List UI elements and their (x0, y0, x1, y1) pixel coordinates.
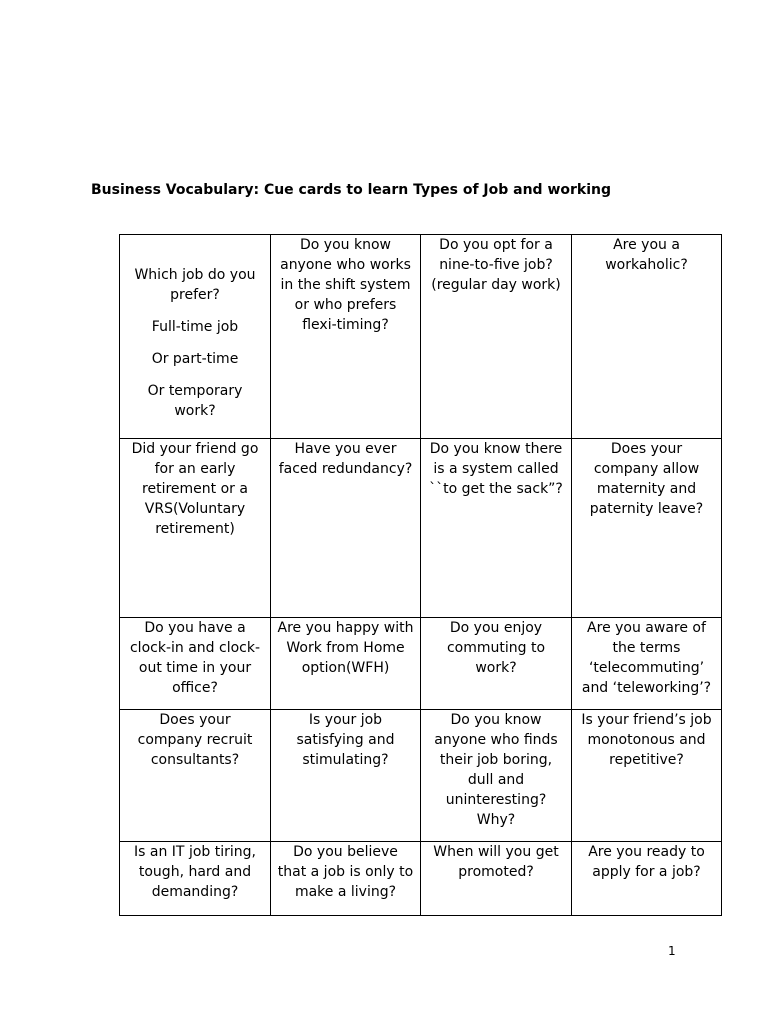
cue-card-option: Full-time job (151, 319, 239, 335)
table-row (120, 235, 722, 439)
cue-card (120, 618, 271, 710)
cue-card (120, 439, 271, 618)
cue-card-text: Do you opt for a nine-to-five job? (regular day work) (431, 237, 561, 293)
cue-card-text: Do you know there is a system called ``to get the sack”? (429, 441, 563, 497)
cue-card-text: Are you aware of the terms ‘telecommuting’ and ‘teleworking’? (581, 620, 712, 696)
cue-card-text: Does your company allow maternity and paternity leave? (589, 441, 704, 517)
cue-card-text: Do you have a clock-in and clock-out time in your office? (129, 620, 261, 696)
cue-card-text: Does your company recruit consultants? (137, 712, 253, 768)
cue-card-text: Are you a workaholic? (605, 237, 688, 273)
cue-card-option: Or temporary work? (147, 383, 243, 419)
cue-card-text: Is your job satisfying and stimulating? (296, 712, 395, 768)
cue-card-text: Are you happy with Work from Home option(WFH) (277, 620, 414, 676)
cue-card (421, 235, 572, 439)
document-title: Business Vocabulary: Cue cards to learn Types of Job and working (91, 182, 612, 198)
cue-card-text: Which job do you prefer? (134, 267, 256, 303)
cue-card (421, 618, 572, 710)
cue-card (421, 710, 572, 842)
cue-card (572, 235, 722, 439)
cue-card-text: Is your friend’s job monotonous and repetitive? (581, 712, 712, 768)
cue-card-text: Is an IT job tiring, tough, hard and demanding? (134, 844, 256, 900)
cue-card (271, 710, 421, 842)
cue-card (572, 842, 722, 916)
cue-card (421, 842, 572, 916)
cue-card-text: Do you enjoy commuting to work? (446, 620, 546, 676)
cue-card-text: Do you know anyone who works in the shift system or who prefers flexi-timing? (280, 237, 411, 333)
cue-card (271, 235, 421, 439)
cue-card-text: When will you get promoted? (433, 844, 559, 880)
page-number: 1 (668, 944, 676, 958)
cue-card (572, 618, 722, 710)
cue-card-text: Do you know anyone who finds their job boring, dull and uninteresting? Why? (434, 712, 558, 828)
cue-card (421, 439, 572, 618)
cue-card-text: Have you ever faced redundancy? (278, 441, 413, 477)
cue-card-option: Or part-time (151, 351, 239, 367)
table-row (120, 618, 722, 710)
cue-card (572, 710, 722, 842)
table-row (120, 710, 722, 842)
cue-card (120, 710, 271, 842)
cue-card (120, 235, 271, 439)
cue-card-text: Do you believe that a job is only to make a living? (277, 844, 414, 900)
cue-card (120, 842, 271, 916)
cue-card-text: Did your friend go for an early retirement or a VRS(Voluntary retirement) (131, 441, 259, 537)
cue-card (271, 842, 421, 916)
cue-card (271, 618, 421, 710)
cue-card-text: Are you ready to apply for a job? (588, 844, 705, 880)
cue-card-table (119, 234, 722, 916)
cue-card (572, 439, 722, 618)
table-row (120, 439, 722, 618)
table-row (120, 842, 722, 916)
cue-card (271, 439, 421, 618)
